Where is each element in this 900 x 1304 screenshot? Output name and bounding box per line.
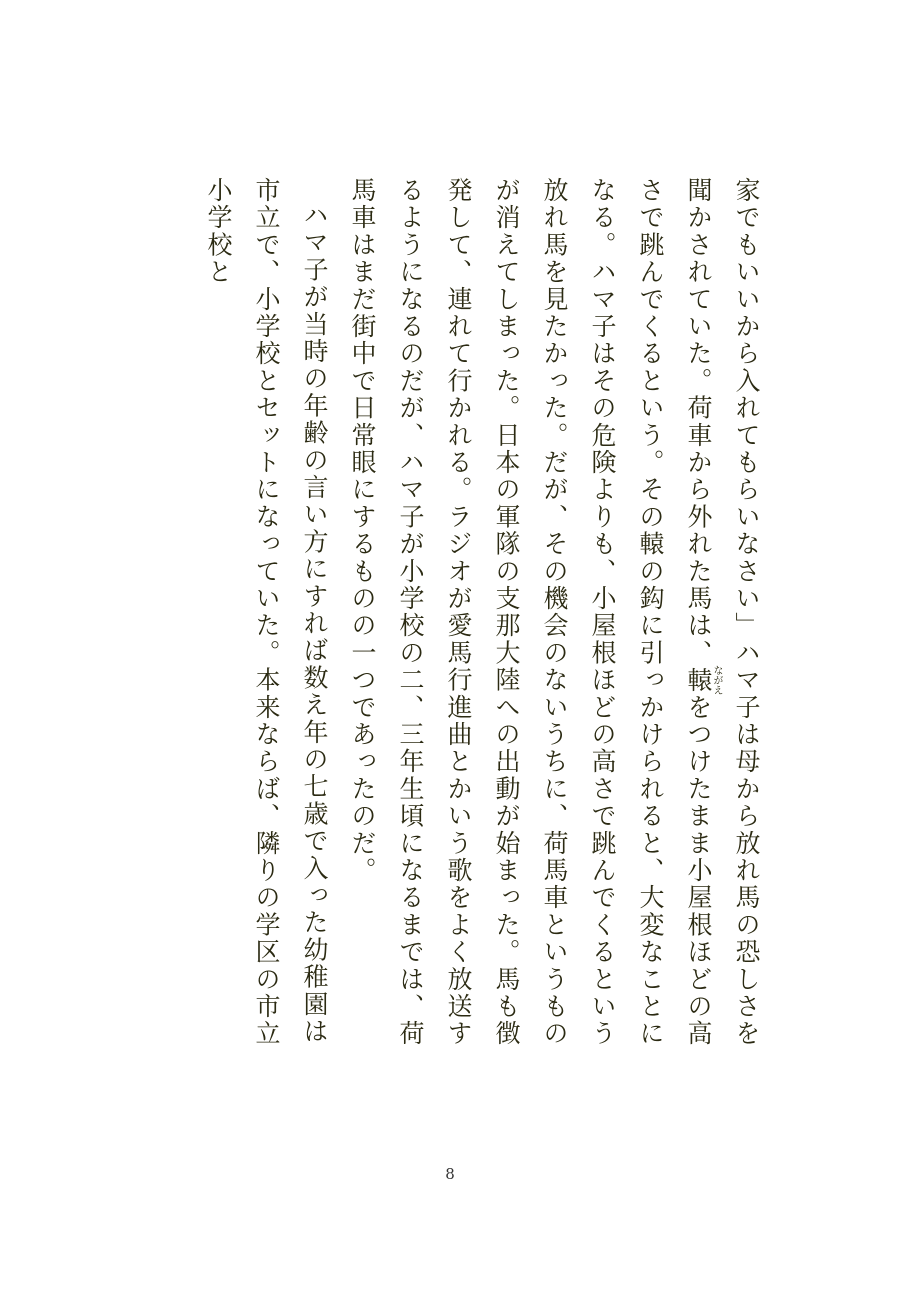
- paragraph-1: [338, 177, 770, 1057]
- paragraph-1-text-before: 家でもいいから入れてもらいなさい」ハマ子は母から放れ馬の恐しさを聞かされていた。荷車から外れた馬は、: [684, 177, 761, 1048]
- ruby-nagae: [684, 665, 722, 696]
- ruby-reading: ながえ: [711, 665, 722, 696]
- paragraph-2: ハマ子が当時の年齢の言い方にすれば数え年の七歳で入った幼稚園は市立で、小学校とセットになっていた。本来ならば、隣りの学区の市立小学校と: [204, 177, 329, 1048]
- page-number: 8: [445, 1165, 455, 1183]
- vertical-text-body: [110, 177, 770, 1057]
- paragraph-1-text-after: をつけたまま小屋根ほどの高さで跳んでくるという。その轅の鈎に引っかけられると、大変なことになる。ハマ子はその危険よりも、小屋根ほどの高さで跳んでくるという放れ馬を見たかった。だが、その機会のないうちに、荷馬車というものが消えてしまった。日本の軍隊の支那大陸への出動が始まった。馬も徴発して、連れて行かれる。ラジオが愛馬行進曲とかいう歌をよく放送するようになるのだが、ハマ子が小学校の二、三年生頃になるまでは、荷馬車はまだ街中で日常眼にするものの一つであったのだ。: [348, 177, 713, 1048]
- ruby-base: 轅: [684, 665, 713, 696]
